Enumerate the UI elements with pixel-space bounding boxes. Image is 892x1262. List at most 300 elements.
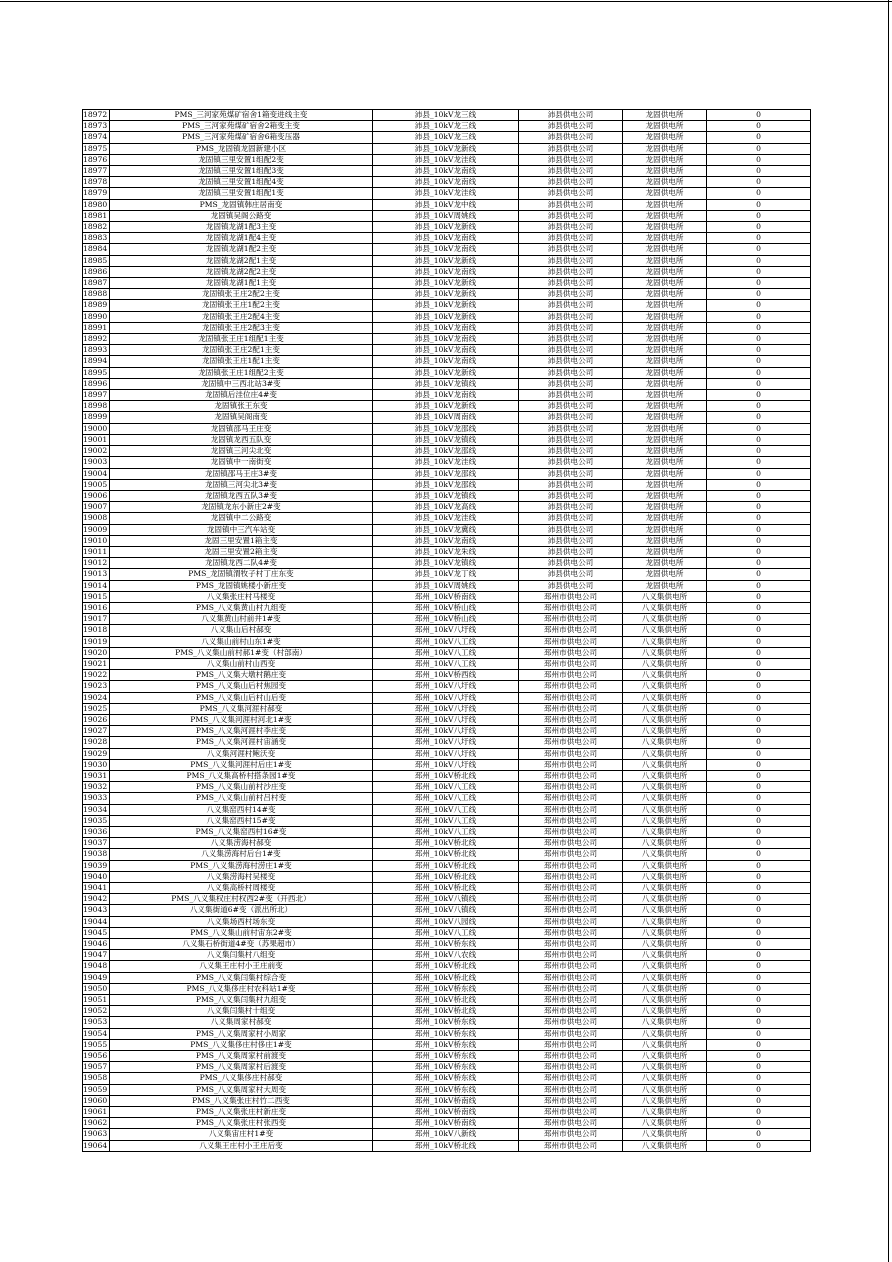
transformer-name-cell: 八义集周家村郝变 [110,1017,373,1028]
supply-station-cell: 龙固供电所 [623,177,707,188]
row-id-cell: 19021 [83,658,110,669]
row-id-cell: 18975 [83,143,110,154]
power-company-cell: 邳州市供电公司 [519,1028,623,1039]
power-company-cell: 邳州市供电公司 [519,995,623,1006]
power-company-cell: 邳州市供电公司 [519,849,623,860]
supply-station-cell: 八义集供电所 [623,692,707,703]
value-cell: 0 [707,748,811,759]
value-cell: 0 [707,199,811,210]
power-company-cell: 邳州市供电公司 [519,1017,623,1028]
feeder-line-cell: 沛县_10kV周姚线 [373,580,519,591]
value-cell: 0 [707,972,811,983]
transformer-name-cell: 龙固镇邵马王庄3#变 [110,468,373,479]
table-row [83,972,811,983]
power-company-cell: 邳州市供电公司 [519,692,623,703]
table-row [83,737,811,748]
value-cell: 0 [707,233,811,244]
value-cell: 0 [707,502,811,513]
power-company-cell: 邳州市供电公司 [519,883,623,894]
value-cell: 0 [707,255,811,266]
supply-station-cell: 龙固供电所 [623,490,707,501]
power-company-cell: 邳州市供电公司 [519,737,623,748]
table-row [83,434,811,445]
supply-station-cell: 八义集供电所 [623,871,707,882]
power-company-cell: 邳州市供电公司 [519,1118,623,1129]
feeder-line-cell: 邳州_10kV八工线 [373,793,519,804]
table-row [83,860,811,871]
feeder-line-cell: 邳州_10kV八圩线 [373,726,519,737]
table-row [83,636,811,647]
feeder-line-cell: 邳州_10kV桥东线 [373,1039,519,1050]
table-row [83,815,811,826]
transformer-name-cell: 八义集山后村郝变 [110,625,373,636]
transformer-name-cell: PMS_八义集山前村沙庄变 [110,782,373,793]
feeder-line-cell: 沛县_10kV龙新线 [373,311,519,322]
feeder-line-cell: 沛县_10kV龙镇线 [373,378,519,389]
supply-station-cell: 龙固供电所 [623,546,707,557]
feeder-line-cell: 邳州_10kV八工线 [373,647,519,658]
supply-station-cell: 八义集供电所 [623,1095,707,1106]
value-cell: 0 [707,1084,811,1095]
power-company-cell: 沛县供电公司 [519,110,623,121]
supply-station-cell: 八义集供电所 [623,591,707,602]
supply-station-cell: 八义集供电所 [623,737,707,748]
table-row [83,177,811,188]
feeder-line-cell: 沛县_10kV龙新线 [373,143,519,154]
row-id-cell: 19044 [83,916,110,927]
table-row [83,883,811,894]
feeder-line-cell: 沛县_10kV龙洼线 [373,188,519,199]
power-company-cell: 沛县供电公司 [519,502,623,513]
table-row [83,1129,811,1140]
row-id-cell: 19022 [83,670,110,681]
table-row [83,1017,811,1028]
transformer-name-cell: 龙固镇龙湖1配4主变 [110,233,373,244]
transformer-name-cell: 八义集黄山村前井1#变 [110,614,373,625]
supply-station-cell: 龙固供电所 [623,479,707,490]
transformer-name-cell: PMS_三河家苑煤矿宿舍2箱变主变 [110,121,373,132]
feeder-line-cell: 邳州_10kV桥东线 [373,1084,519,1095]
value-cell: 0 [707,849,811,860]
feeder-line-cell: 邳州_10kV八工线 [373,815,519,826]
transformer-name-cell: 龙固镇龙湖1配1主变 [110,278,373,289]
value-cell: 0 [707,614,811,625]
table-row [83,244,811,255]
row-id-cell: 18993 [83,345,110,356]
transformer-name-cell: 龙固镇张王庄1组配1主变 [110,334,373,345]
feeder-line-cell: 邳州_10kV桥东线 [373,983,519,994]
transformer-name-cell: 龙固镇张王庄1配2主变 [110,300,373,311]
feeder-line-cell: 沛县_10kV龙南线 [373,356,519,367]
feeder-line-cell: 沛县_10kV龙南线 [373,266,519,277]
table-row [83,1073,811,1084]
feeder-line-cell: 邳州_10kV桥北线 [373,860,519,871]
supply-station-cell: 龙固供电所 [623,143,707,154]
value-cell: 0 [707,412,811,423]
value-cell: 0 [707,983,811,994]
row-id-cell: 18979 [83,188,110,199]
supply-station-cell: 八义集供电所 [623,1017,707,1028]
power-company-cell: 邳州市供电公司 [519,782,623,793]
feeder-line-cell: 邳州_10kV桥东线 [373,1017,519,1028]
transformer-name-cell: 龙固镇张王庄2配2主变 [110,289,373,300]
transformer-name-cell: 龙固镇张王庄2配3主变 [110,322,373,333]
power-company-cell: 沛县供电公司 [519,535,623,546]
supply-station-cell: 八义集供电所 [623,625,707,636]
row-id-cell: 19032 [83,782,110,793]
power-company-cell: 沛县供电公司 [519,322,623,333]
value-cell: 0 [707,1140,811,1151]
value-cell: 0 [707,1006,811,1017]
supply-station-cell: 八义集供电所 [623,838,707,849]
transformer-name-cell: 龙固镇张王东变 [110,401,373,412]
feeder-line-cell: 沛县_10kV龙南线 [373,535,519,546]
transformer-name-cell: 龙固镇龙西五队3#变 [110,490,373,501]
value-cell: 0 [707,871,811,882]
power-company-cell: 邳州市供电公司 [519,827,623,838]
supply-station-cell: 龙固供电所 [623,278,707,289]
feeder-line-cell: 沛县_10kV龙邵线 [373,446,519,457]
transformer-name-cell: PMS_八义集周家村小周家 [110,1028,373,1039]
value-cell: 0 [707,905,811,916]
transformer-name-cell: 龙固镇中二公路变 [110,513,373,524]
transformer-name-cell: PMS_八义集周家村大周变 [110,1084,373,1095]
feeder-line-cell: 沛县_10kV周姚线 [373,210,519,221]
feeder-line-cell: 邳州_10kV桥东线 [373,1028,519,1039]
table-row [83,580,811,591]
row-id-cell: 18996 [83,378,110,389]
power-company-cell: 邳州市供电公司 [519,961,623,972]
transformer-name-cell: 龙固镇中三西北站3#变 [110,378,373,389]
power-company-cell: 邳州市供电公司 [519,602,623,613]
row-id-cell: 19028 [83,737,110,748]
power-company-cell: 沛县供电公司 [519,278,623,289]
supply-station-cell: 龙固供电所 [623,502,707,513]
feeder-line-cell: 邳州_10kV桥北线 [373,849,519,860]
table-row [83,468,811,479]
row-id-cell: 18989 [83,300,110,311]
table-row [83,916,811,927]
transformer-name-cell: 龙固镇龙东小新庄2#变 [110,502,373,513]
value-cell: 0 [707,1051,811,1062]
feeder-line-cell: 沛县_10kV龙新线 [373,300,519,311]
table-row [83,255,811,266]
transformer-name-cell: 龙固三里安置1箱主变 [110,535,373,546]
transformer-name-cell: 龙固三里安置2箱主变 [110,546,373,557]
row-id-cell: 19019 [83,636,110,647]
row-id-cell: 19059 [83,1084,110,1095]
value-cell: 0 [707,658,811,669]
row-id-cell: 18978 [83,177,110,188]
supply-station-cell: 龙固供电所 [623,513,707,524]
transformer-name-cell: PMS_八义集闫集村综合变 [110,972,373,983]
table-row [83,939,811,950]
transformer-name-cell: PMS_八义集山前村宙东2#变 [110,927,373,938]
row-id-cell: 19062 [83,1118,110,1129]
transformer-name-cell: PMS_八义集闫集村九组变 [110,995,373,1006]
row-id-cell: 19039 [83,860,110,871]
feeder-line-cell: 沛县_10kV龙丁线 [373,569,519,580]
value-cell: 0 [707,244,811,255]
transformer-name-cell: PMS_八义集河涯村李庄变 [110,726,373,737]
power-company-cell: 沛县供电公司 [519,558,623,569]
supply-station-cell: 八义集供电所 [623,1039,707,1050]
transformer-name-cell: 八义集山前村山东1#变 [110,636,373,647]
power-company-cell: 邳州市供电公司 [519,905,623,916]
supply-station-cell: 八义集供电所 [623,972,707,983]
feeder-line-cell: 邳州_10kV桥北线 [373,972,519,983]
feeder-line-cell: 沛县_10kV龙三线 [373,121,519,132]
value-cell: 0 [707,883,811,894]
table-row [83,1140,811,1151]
row-id-cell: 19027 [83,726,110,737]
feeder-line-cell: 邳州_10kV桥东线 [373,1073,519,1084]
feeder-line-cell: 沛县_10kV龙三线 [373,110,519,121]
value-cell: 0 [707,177,811,188]
power-company-cell: 邳州市供电公司 [519,939,623,950]
value-cell: 0 [707,670,811,681]
row-id-cell: 19010 [83,535,110,546]
supply-station-cell: 八义集供电所 [623,804,707,815]
power-company-cell: 沛县供电公司 [519,490,623,501]
table-row [83,1095,811,1106]
transformer-name-cell: PMS_八义集山前村郝1#变（村部南） [110,647,373,658]
transformer-name-cell: PMS_八义集河涯村河北1#变 [110,714,373,725]
supply-station-cell: 八义集供电所 [623,905,707,916]
value-cell: 0 [707,950,811,961]
data-table-body [83,110,811,1152]
table-row [83,614,811,625]
row-id-cell: 19029 [83,748,110,759]
supply-station-cell: 八义集供电所 [623,782,707,793]
power-company-cell: 邳州市供电公司 [519,1129,623,1140]
supply-station-cell: 龙固供电所 [623,334,707,345]
feeder-line-cell: 邳州_10kV桥北线 [373,1006,519,1017]
value-cell: 0 [707,446,811,457]
supply-station-cell: 八义集供电所 [623,883,707,894]
transformer-name-cell: PMS_八义集侈庄村郝变 [110,1073,373,1084]
top-border-line [0,1,892,2]
power-company-cell: 邳州市供电公司 [519,860,623,871]
power-company-cell: 沛县供电公司 [519,479,623,490]
transformer-name-cell: 龙固镇张王庄2配4主变 [110,311,373,322]
supply-station-cell: 龙固供电所 [623,121,707,132]
feeder-line-cell: 沛县_10kV龙镇线 [373,558,519,569]
power-company-cell: 邳州市供电公司 [519,714,623,725]
supply-station-cell: 龙固供电所 [623,210,707,221]
feeder-line-cell: 邳州_10kV桥东线 [373,1062,519,1073]
row-id-cell: 18997 [83,390,110,401]
transformer-name-cell: 龙固镇后洼位庄4#变 [110,390,373,401]
feeder-line-cell: 沛县_10kV龙南线 [373,322,519,333]
feeder-line-cell: 邳州_10kV八镇线 [373,905,519,916]
row-id-cell: 19045 [83,927,110,938]
feeder-line-cell: 邳州_10kV八工线 [373,827,519,838]
feeder-line-cell: 邳州_10kV桥北线 [373,770,519,781]
row-id-cell: 19061 [83,1107,110,1118]
table-row [83,490,811,501]
row-id-cell: 18973 [83,121,110,132]
table-row [83,849,811,860]
transformer-name-cell: 龙固镇吴阁公路变 [110,210,373,221]
supply-station-cell: 八义集供电所 [623,793,707,804]
supply-station-cell: 八义集供电所 [623,950,707,961]
supply-station-cell: 龙固供电所 [623,110,707,121]
power-company-cell: 沛县供电公司 [519,356,623,367]
transformer-name-cell: PMS_八义集侈庄村农科站1#变 [110,983,373,994]
row-id-cell: 19001 [83,434,110,445]
table-row [83,1084,811,1095]
transformer-name-cell: 八义集涝海村郝变 [110,838,373,849]
table-row [83,591,811,602]
table-row [83,121,811,132]
value-cell: 0 [707,132,811,143]
row-id-cell: 18983 [83,233,110,244]
supply-station-cell: 龙固供电所 [623,199,707,210]
value-cell: 0 [707,524,811,535]
value-cell: 0 [707,1062,811,1073]
power-company-cell: 邳州市供电公司 [519,591,623,602]
row-id-cell: 19046 [83,939,110,950]
transformer-name-cell: 八义集高桥村周楼变 [110,883,373,894]
table-row [83,110,811,121]
value-cell: 0 [707,367,811,378]
value-cell: 0 [707,995,811,1006]
row-id-cell: 19047 [83,950,110,961]
transformer-name-cell: 龙固镇张王庄1配1主变 [110,356,373,367]
supply-station-cell: 龙固供电所 [623,311,707,322]
row-id-cell: 19009 [83,524,110,535]
transformer-name-cell: PMS_龙固镇渭牧子村丁庄东变 [110,569,373,580]
value-cell: 0 [707,110,811,121]
value-cell: 0 [707,860,811,871]
value-cell: 0 [707,311,811,322]
value-cell: 0 [707,703,811,714]
supply-station-cell: 八义集供电所 [623,658,707,669]
value-cell: 0 [707,1073,811,1084]
row-id-cell: 19056 [83,1051,110,1062]
supply-station-cell: 龙固供电所 [623,401,707,412]
value-cell: 0 [707,737,811,748]
transformer-name-cell: PMS_三河家苑煤矿宿舍1箱变进线主变 [110,110,373,121]
row-id-cell: 19057 [83,1062,110,1073]
supply-station-cell: 八义集供电所 [623,726,707,737]
table-row [83,222,811,233]
feeder-line-cell: 沛县_10kV龙新线 [373,289,519,300]
supply-station-cell: 八义集供电所 [623,1118,707,1129]
feeder-line-cell: 沛县_10kV龙新线 [373,255,519,266]
feeder-line-cell: 沛县_10kV龙中线 [373,199,519,210]
power-company-cell: 沛县供电公司 [519,233,623,244]
power-company-cell: 沛县供电公司 [519,121,623,132]
feeder-line-cell: 邳州_10kV八圩线 [373,714,519,725]
table-row [83,300,811,311]
row-id-cell: 19024 [83,692,110,703]
transformer-name-cell: 八义集涝海村后台1#变 [110,849,373,860]
feeder-line-cell: 沛县_10kV周南线 [373,412,519,423]
power-company-cell: 邳州市供电公司 [519,748,623,759]
transformer-name-cell: PMS_三河家苑煤矿宿舍6箱变压器 [110,132,373,143]
transformer-name-cell: 八义集窑西村15#变 [110,815,373,826]
table-row [83,770,811,781]
table-row [83,871,811,882]
power-company-cell: 邳州市供电公司 [519,647,623,658]
supply-station-cell: 龙固供电所 [623,255,707,266]
power-company-cell: 沛县供电公司 [519,222,623,233]
supply-station-cell: 龙固供电所 [623,446,707,457]
table-row [83,322,811,333]
supply-station-cell: 八义集供电所 [623,1073,707,1084]
feeder-line-cell: 邳州_10kV八工线 [373,782,519,793]
table-row [83,1028,811,1039]
feeder-line-cell: 邳州_10kV八工线 [373,658,519,669]
power-company-cell: 邳州市供电公司 [519,759,623,770]
power-company-cell: 沛县供电公司 [519,378,623,389]
power-company-cell: 邳州市供电公司 [519,972,623,983]
table-row [83,569,811,580]
feeder-line-cell: 邳州_10kV桥山线 [373,614,519,625]
value-cell: 0 [707,390,811,401]
table-row [83,546,811,557]
row-id-cell: 19036 [83,827,110,838]
table-row [83,1107,811,1118]
row-id-cell: 18998 [83,401,110,412]
transformer-name-cell: PMS_八义集周家村前渡变 [110,1051,373,1062]
value-cell: 0 [707,558,811,569]
feeder-line-cell: 沛县_10kV龙冀线 [373,524,519,535]
row-id-cell: 18987 [83,278,110,289]
feeder-line-cell: 沛县_10kV龙南线 [373,390,519,401]
transformer-name-cell: PMS_八义集周家村后渡变 [110,1062,373,1073]
table-row [83,1039,811,1050]
feeder-line-cell: 邳州_10kV桥北线 [373,1140,519,1151]
feeder-line-cell: 邳州_10kV桥北线 [373,871,519,882]
row-id-cell: 18995 [83,367,110,378]
power-company-cell: 邳州市供电公司 [519,625,623,636]
value-cell: 0 [707,647,811,658]
table-row [83,154,811,165]
table-row [83,390,811,401]
power-company-cell: 邳州市供电公司 [519,1006,623,1017]
transformer-name-cell: 八义集闫集村八组变 [110,950,373,961]
table-row [83,782,811,793]
supply-station-cell: 八义集供电所 [623,1028,707,1039]
table-row [83,905,811,916]
power-company-cell: 沛县供电公司 [519,166,623,177]
row-id-cell: 19052 [83,1006,110,1017]
feeder-line-cell: 沛县_10kV龙三线 [373,132,519,143]
supply-station-cell: 龙固供电所 [623,367,707,378]
feeder-line-cell: 沛县_10kV龙镇线 [373,490,519,501]
row-id-cell: 19012 [83,558,110,569]
value-cell: 0 [707,356,811,367]
value-cell: 0 [707,636,811,647]
transformer-name-cell: 龙固镇三里安置1组配3变 [110,166,373,177]
table-row [83,423,811,434]
value-cell: 0 [707,535,811,546]
supply-station-cell: 龙固供电所 [623,524,707,535]
value-cell: 0 [707,266,811,277]
supply-station-cell: 龙固供电所 [623,434,707,445]
transformer-name-cell: 八义集宙庄村1#变 [110,1129,373,1140]
feeder-line-cell: 邳州_10kV八圩线 [373,737,519,748]
feeder-line-cell: 沛县_10kV龙洼线 [373,457,519,468]
supply-station-cell: 八义集供电所 [623,602,707,613]
transformer-name-cell: 八义集王庄村小王庄前变 [110,961,373,972]
supply-station-cell: 八义集供电所 [623,827,707,838]
row-id-cell: 18984 [83,244,110,255]
row-id-cell: 19058 [83,1073,110,1084]
